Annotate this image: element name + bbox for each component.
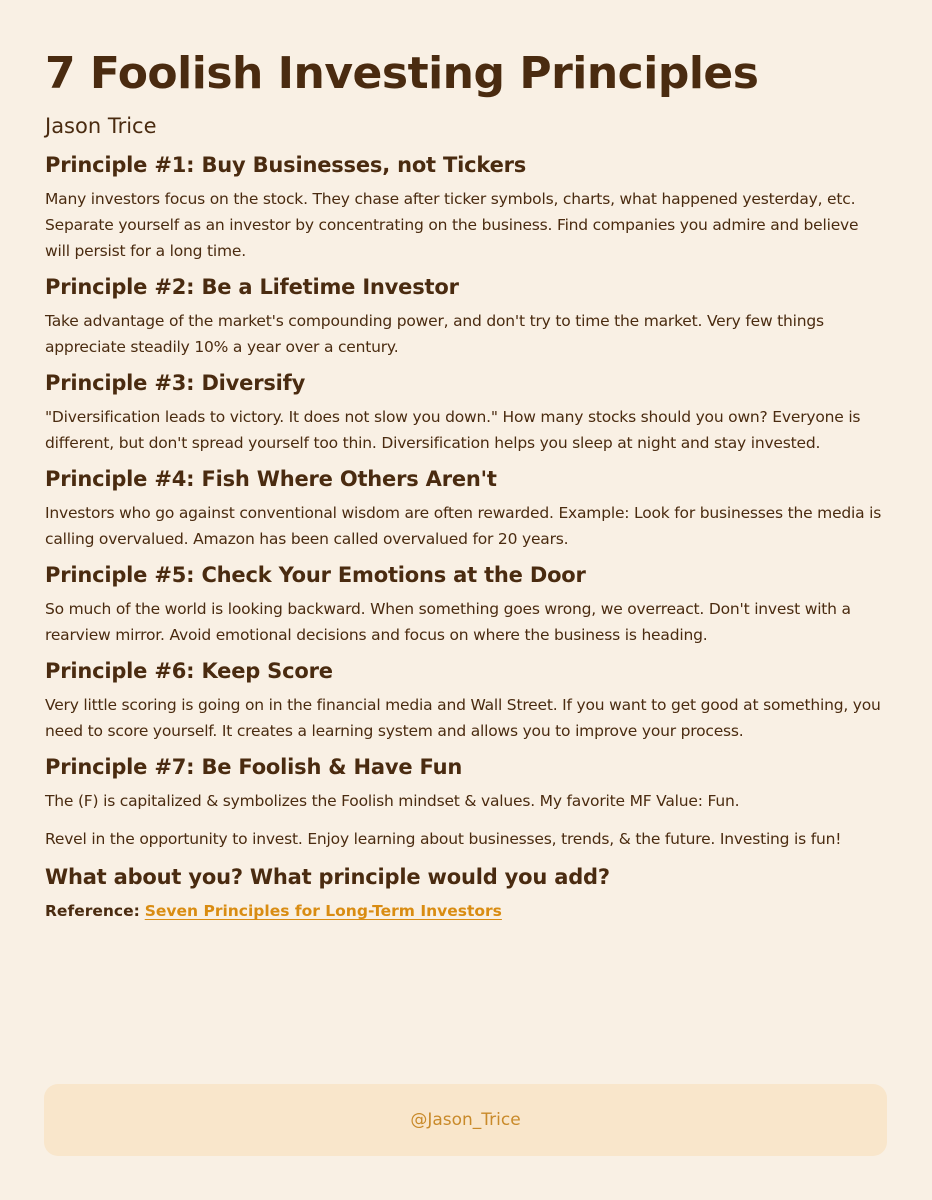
- principle-section: [45, 560, 887, 648]
- principle-section: [45, 272, 887, 360]
- principle-heading: Principle #7: Be Foolish & Have Fun: [45, 755, 463, 779]
- principle-heading: Principle #6: Keep Score: [45, 659, 333, 683]
- principle-section: [45, 368, 887, 456]
- principle-text: The (F) is capitalized & symbolizes the Foolish mindset & values. My favorite MF Value: Fun.: [45, 792, 740, 810]
- principle-text: Revel in the opportunity to invest. Enjoy learning about businesses, trends, & the future. Investing is fun!: [45, 830, 842, 848]
- reference-line: [45, 898, 887, 924]
- principle-text: Very little scoring is going on in the financial media and Wall Street. If you want to get good at something, you need to score yourself. It creates a learning system and allows you to improve your process.: [45, 696, 881, 740]
- principle-section: [45, 150, 887, 264]
- principle-section: [45, 464, 887, 552]
- principle-heading: Principle #2: Be a Lifetime Investor: [45, 275, 459, 299]
- principle-text: Many investors focus on the stock. They chase after ticker symbols, charts, what happened yesterday, etc. Separate yourself as an investor by concentrating on the business. Find companies you admire and believe will persist for a long time.: [45, 190, 859, 260]
- principles-list: [45, 150, 887, 852]
- principle-heading: Principle #1: Buy Businesses, not Tickers: [45, 153, 527, 177]
- principle-text: So much of the world is looking backward. When something goes wrong, we overreact. Don't invest with a rearview mirror. Avoid emotional decisions and focus on where the business is heading.: [45, 600, 851, 644]
- principle-heading: Principle #4: Fish Where Others Aren't: [45, 467, 497, 491]
- principle-heading: Principle #5: Check Your Emotions at the Door: [45, 563, 586, 587]
- author-handle: @Jason_Trice: [410, 1110, 521, 1130]
- reference-label: Reference:: [45, 902, 140, 920]
- closing-question: What about you? What principle would you add?: [45, 865, 610, 889]
- footer-box: [44, 1084, 887, 1156]
- principle-text: "Diversification leads to victory. It does not slow you down." How many stocks should you own? Everyone is different, but don't spread yourself too thin. Diversification helps you sleep at night and stay invested.: [45, 408, 861, 452]
- principle-section: [45, 656, 887, 744]
- page-title: 7 Foolish Investing Principles: [45, 48, 759, 99]
- principle-text: Take advantage of the market's compounding power, and don't try to time the market. Very few things appreciate steadily 10% a year over a century.: [45, 312, 824, 356]
- reference-link[interactable]: Seven Principles for Long-Term Investors: [144, 902, 502, 920]
- principle-text: Investors who go against conventional wisdom are often rewarded. Example: Look for businesses the media is calling overvalued. Amazon has been called overvalued for 20 years.: [45, 504, 882, 548]
- principle-heading: Principle #3: Diversify: [45, 371, 306, 395]
- author-name: Jason Trice: [45, 114, 157, 138]
- principle-section: [45, 752, 887, 852]
